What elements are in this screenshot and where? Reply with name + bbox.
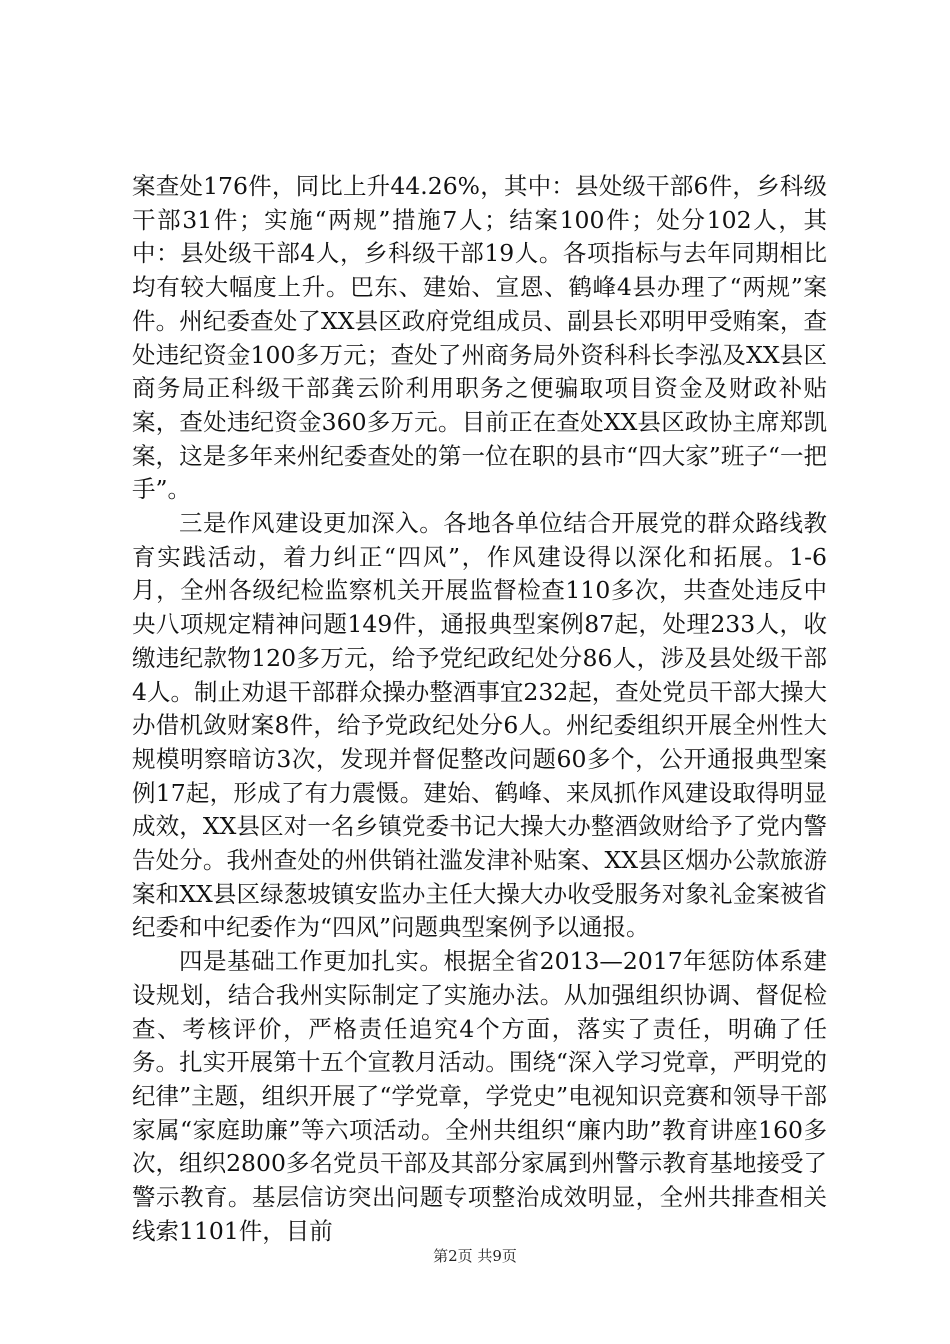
paragraph-style-building: 三是作风建设更加深入。各地各单位结合开展党的群众路线教育实践活动，着力纠正“四风”，作风建设得以深化和拓展。1-6月，全州各级纪检监察机关开展监督检查110多次，共查处违反中央八项规定精神问题149件，通报典型案例87起，处理233人，收缴违纪款物120多万元，给予党纪政纪处分86人，涉及县处级干部4人。制止劝退干部群众操办整酒事宜232起，查处党员干部大操大办借机敛财案8件，给予党政纪处分6人。州纪委组织开展全州性大规模明察暗访3次，发现并督促整改问题60多个，公开通报典型案例17起，形成了有力震慑。建始、鹤峰、来凤抓作风建设取得明显成效，XX县区对一名乡镇党委书记大操大办整酒敛财给予了党内警告处分。我州查处的州供销社滥发津补贴案、XX县区烟办公款旅游案和XX县区绿葱坡镇安监办主任大操大办收受服务对象礼金案被省纪委和中纪委作为“四风”问题典型案例予以通报。 bbox=[132, 509, 827, 942]
paragraph-foundation-work: 四是基础工作更加扎实。根据全省2013—2017年惩防体系建设规划，结合我州实际制定了实施办法。从加强组织协调、督促检查、考核评价，严格责任追究4个方面，落实了责任，明确了任务。扎实开展第十五个宣教月活动。围绕“深入学习党章，严明党的纪律”主题，组织开展了“学党章，学党史”电视知识竞赛和领导干部家属“家庭助廉”等六项活动。全州共组织“廉内助”教育讲座160多次，组织2800多名党员干部及其部分家属到州警示教育基地接受了警示教育。基层信访突出问题专项整治成效明显，全州共排查相关线索1101件，目前 bbox=[132, 947, 827, 1245]
document-body bbox=[132, 170, 827, 1249]
page-number-footer: 第2页 共9页 bbox=[433, 1247, 517, 1265]
paragraph-continuation: 案查处176件，同比上升44.26%，其中：县处级干部6件，乡科级干部31件；实施“两规”措施7人；结案100件；处分102人，其中：县处级干部4人，乡科级干部19人。各项指标与去年同期相比均有较大幅度上升。巴东、建始、宣恩、鹤峰4县办理了“两规”案件。州纪委查处了XX县区政府党组成员、副县长邓明甲受贿案，查处违纪资金100多万元；查处了州商务局外资科科长李泓及XX县区商务局正科级干部龚云阶利用职务之便骗取项目资金及财政补贴案，查处违纪资金360多万元。目前正在查处XX县区政协主席郑凯案，这是多年来州纪委查处的第一位在职的县市“四大家”班子“一把手”。 bbox=[132, 172, 827, 504]
